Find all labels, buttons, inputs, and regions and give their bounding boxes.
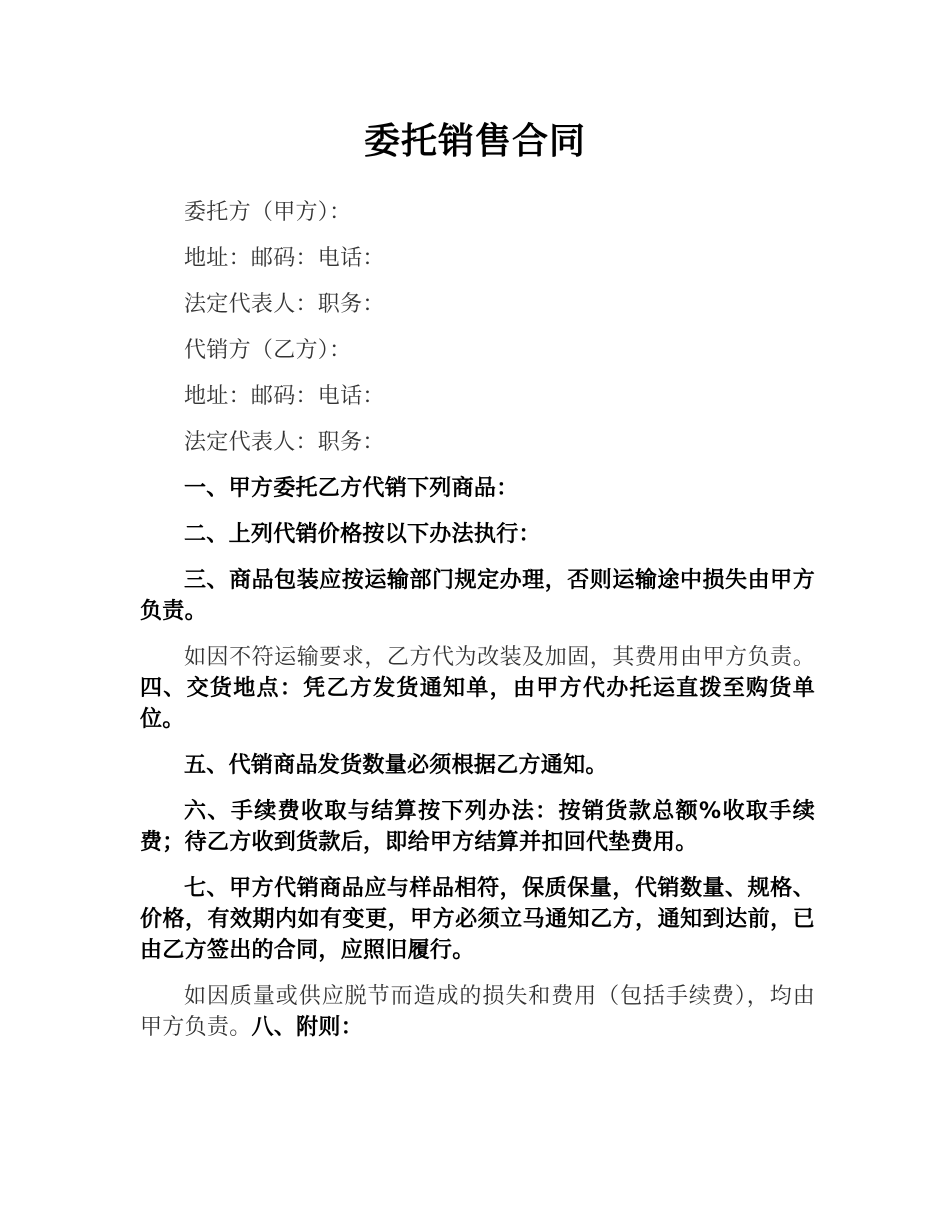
- clause-7-note: 如因质量或供应脱节而造成的损失和费用（包括手续费），均由甲方负责。: [140, 984, 815, 1040]
- clause-3-note: 如因不符运输要求，乙方代为改装及加固，其费用由甲方负责。: [184, 645, 815, 670]
- party-a-label: 委托方（甲方）：: [184, 200, 352, 225]
- clause-2: 二、上列代销价格按以下办法执行：: [184, 522, 541, 547]
- document-title: 委托销售合同: [363, 121, 586, 162]
- document-body: [140, 197, 815, 1058]
- clause-1: 一、甲方委托乙方代销下列商品：: [184, 476, 519, 501]
- party-b-representative: 法定代表人：职务：: [184, 430, 385, 455]
- clause-4: 四、交货地点：凭乙方发货通知单，由甲方代办托运直拨至购货单位。: [140, 676, 815, 732]
- party-b-address: 地址：邮码：电话：: [184, 384, 385, 409]
- clause-3-note-paragraph: [140, 642, 815, 735]
- clause-3: 三、商品包装应按运输部门规定办理，否则运输途中损失由甲方负责。: [140, 568, 815, 624]
- clause-8: 八、附则：: [251, 1015, 364, 1040]
- party-a-address: 地址：邮码：电话：: [184, 246, 385, 271]
- clause-5: 五、代销商品发货数量必须根据乙方通知。: [184, 753, 608, 778]
- clause-6: 六、手续费收取与结算按下列办法：按销货款总额%收取手续费；待乙方收到货款后，即给甲方结算并扣回代垫费用。: [140, 799, 815, 855]
- clause-7: 七、甲方代销商品应与样品相符，保质保量，代销数量、规格、价格，有效期内如有变更，甲方必须立马通知乙方，通知到达前，已由乙方签出的合同，应照旧履行。: [140, 876, 815, 963]
- clause-7-note-paragraph: [140, 981, 815, 1043]
- party-a-representative: 法定代表人：职务：: [184, 292, 385, 317]
- party-b-label: 代销方（乙方）：: [184, 338, 352, 363]
